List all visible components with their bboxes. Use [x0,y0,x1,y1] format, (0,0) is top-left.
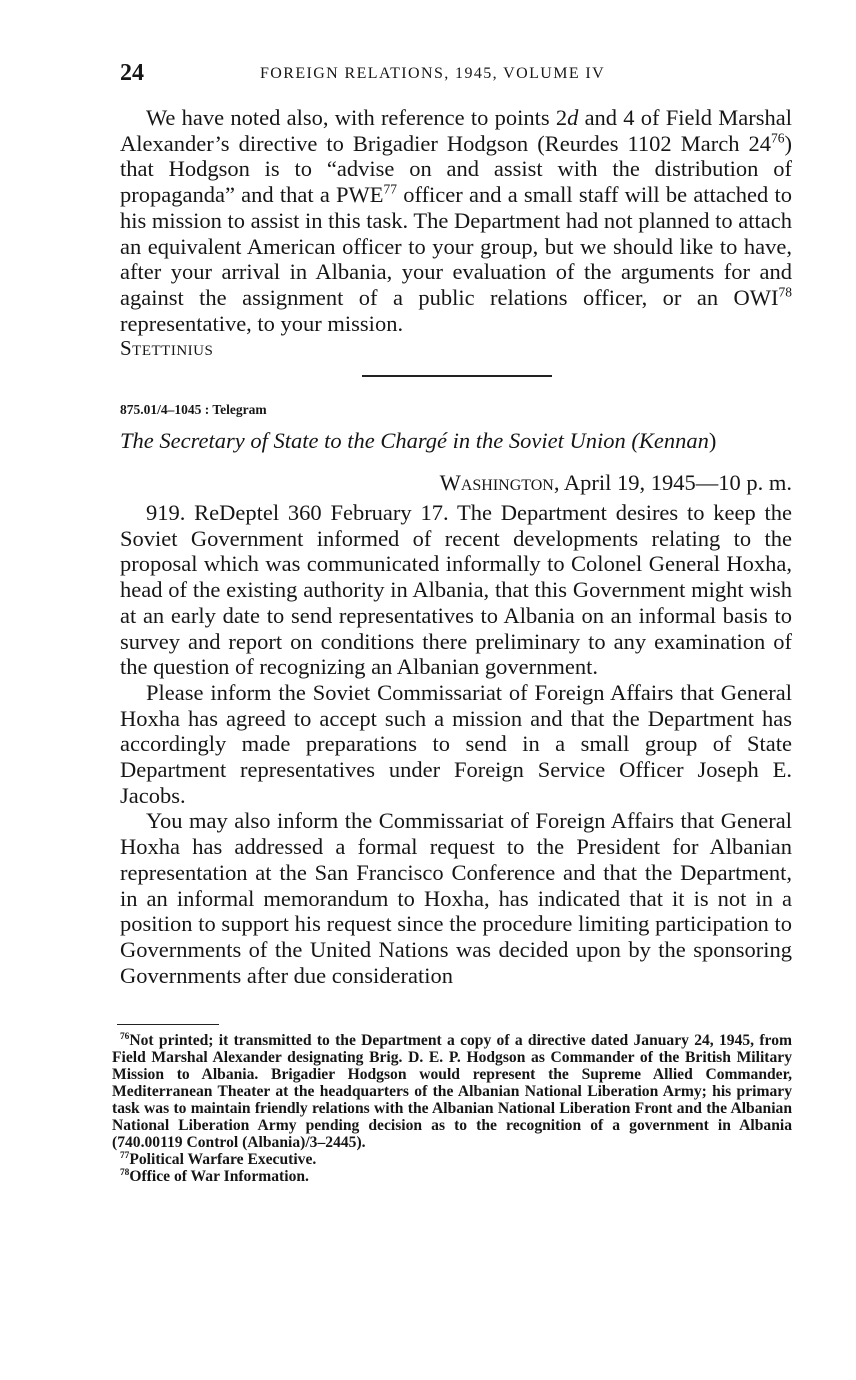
footnote: $^{78}$Office of War Information. [120,1167,309,1185]
body-paragraph: Please inform the Soviet Commissariat of Foreign Affairs that General Hoxha has agreed to accept such a mission and that the Department has accordingly made preparations to send in a small group of State Department representatives under Foreign Service Officer Joseph E. Jacobs. [120,679,792,808]
footnote: $^{76}$Not printed; it transmitted to the Department a copy of a directive dated January 24, 1945, from Field Marshal Alexander designating Brig. D. E. P. Hodgson as Commander of the British Military Mission to Albania. Brigadier Hodgson would represent the Supreme Allied Commander, Mediterranean Theater at the headquarters of the Albanian National Liberation Army; his primary task was to maintain friendly relations with the Albanian National Liberation Front and the Albanian National Liberation Army pending decision as to the recognition of a government in Albania (740.00119 Control (Albania)/3–2445). [112,1031,792,1151]
signature: Stettinius [120,336,214,361]
footnote-ref: 78 [778,284,792,300]
footnote-ref: 77 [383,181,398,197]
footnote-ref: 76 [771,130,785,146]
section-divider [362,375,552,377]
document-file-id: 875.01/4–1045 : Telegram [120,402,267,417]
page-number: 24 [120,60,144,86]
footnote: $^{77}$Political Warfare Executive. [120,1150,317,1168]
previous-document-text [120,105,792,362]
footnote-divider [117,1024,219,1025]
footnotes [112,1032,792,1185]
document-title: The Secretary of State to the Chargé in the Soviet Union (Kennan) [120,428,717,453]
body-paragraph: You may also inform the Commissariat of Foreign Affairs that General Hoxha has addressed a formal request to the President for Albanian representation at the San Francisco Conference and that the Department, in an informal memorandum to Hoxha, has indicated that it is not in a position to support his request since the procedure limiting participation to Governments of the United Nations was decided upon by the sponsoring Governments after due consideration [120,808,792,988]
body-paragraph: 919. ReDeptel 360 February 17. The Department desires to keep the Soviet Government informed of recent developments relating to the proposal which was communicated informally to Colonel General Hoxha, head of the existing authority in Albania, that this Government might wish at an early date to send representatives to Albania on an informal basis to survey and report on conditions there preliminary to any examination of the question of recognizing an Albanian government. [120,500,792,680]
dateline: Washington, April 19, 1945—10 p. m. [439,470,792,495]
page-header [120,60,792,90]
running-head: FOREIGN RELATIONS, 1945, VOLUME IV [260,65,606,82]
telegram-body [120,500,792,988]
body-paragraph: We have noted also, with reference to points 2d and 4 of Field Marshal Alexander’s directive to Brigadier Hodgson (Reurdes 1102 March $24^{76}$) that Hodgson is to “advise on and assist with the distribution of propaganda” and that a PWE$^{77}$ officer and a small staff will be attached to his mission to assist in this task. The Department had not planned to attach an equivalent American officer to your group, but we should like to have, after your arrival in Albania, your evaluation of the arguments for and against the assignment of a public relations officer, or an OWI$^{78}$ representative, to your mission. [120,105,792,336]
